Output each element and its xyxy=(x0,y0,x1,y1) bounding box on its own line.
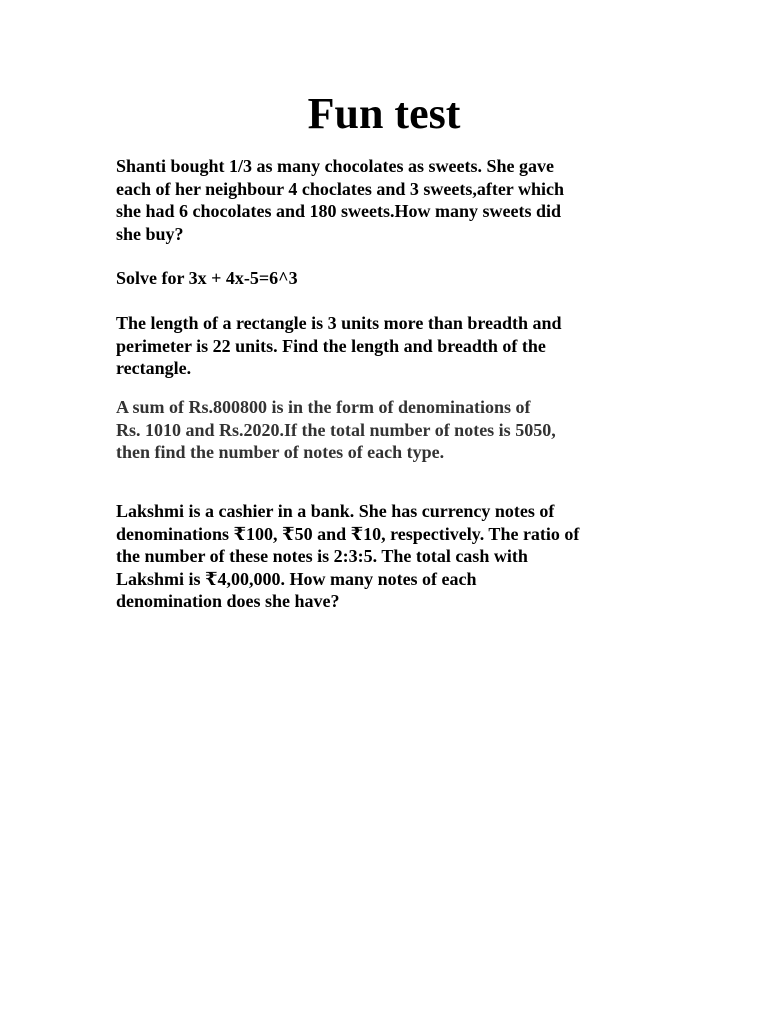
question-denominations xyxy=(116,396,664,464)
question-line: denominations ₹100, ₹50 and ₹10, respectively. The ratio of xyxy=(116,523,580,544)
question-line: the number of these notes is 2:3:5. The total cash with xyxy=(116,546,528,566)
question-line: Lakshmi is a cashier in a bank. She has currency notes of xyxy=(116,501,555,521)
question-line: she buy? xyxy=(116,223,184,244)
question-solve-equation xyxy=(116,267,664,290)
question-line: each of her neighbour 4 choclates and 3 sweets,after which xyxy=(116,178,564,199)
question-line: she had 6 chocolates and 180 sweets.How many sweets did xyxy=(116,201,562,221)
question-line: Rs. 1010 and Rs.2020.If the total number of notes is 5050, xyxy=(116,419,556,440)
page-title: Fun test xyxy=(307,89,461,138)
question-line: rectangle. xyxy=(116,358,192,378)
question-line: Lakshmi is ₹4,00,000. How many notes of each xyxy=(116,568,477,589)
question-line: then find the number of notes of each type. xyxy=(116,442,445,462)
question-rectangle xyxy=(116,312,664,380)
question-line: The length of a rectangle is 3 units more than breadth and xyxy=(116,313,562,333)
question-cashier-notes xyxy=(116,500,664,613)
question-line: denomination does she have? xyxy=(116,591,340,611)
question-line: perimeter is 22 units. Find the length and breadth of the xyxy=(116,335,546,356)
question-chocolates-sweets xyxy=(116,155,664,245)
question-line: Shanti bought 1/3 as many chocolates as sweets. She gave xyxy=(116,156,555,176)
question-line: A sum of Rs.800800 is in the form of denominations of xyxy=(116,397,531,417)
question-line: Solve for 3x + 4x-5=6^3 xyxy=(116,268,298,288)
